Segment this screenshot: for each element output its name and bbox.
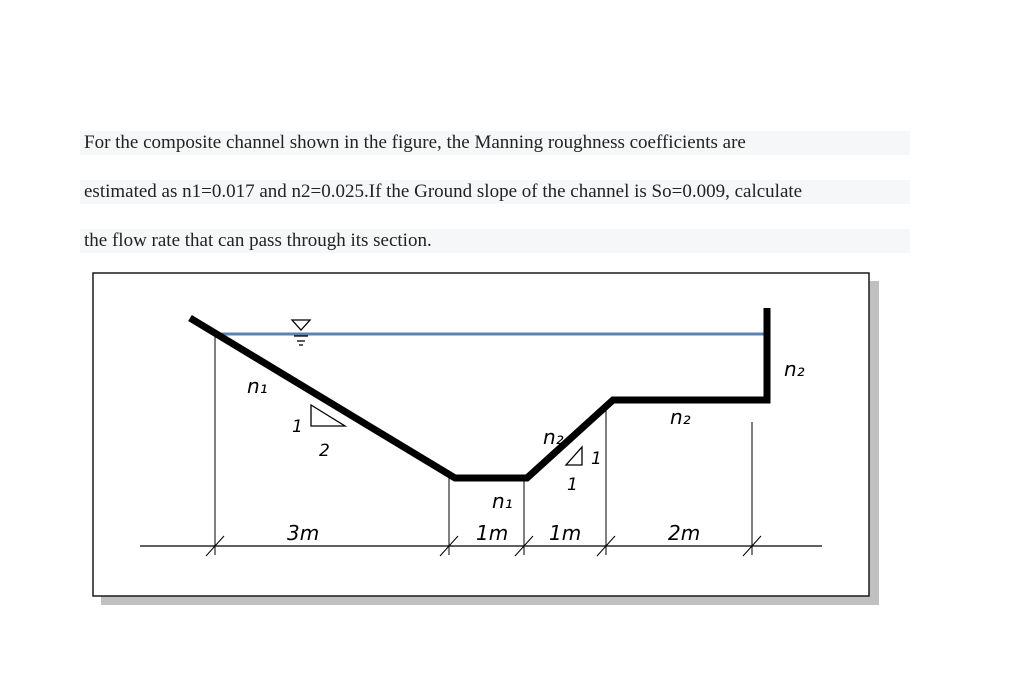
problem-text-line-2: estimated as n1=0.017 and n2=0.025.If the Ground slope of the channel is So=0.009, calculate <box>80 180 910 204</box>
problem-text-line-3: the flow rate that can pass through its section. <box>80 229 910 253</box>
label-n2-slope: n₂ <box>543 425 564 449</box>
label-slope-left-run: 2 <box>319 441 330 461</box>
dimension-label-1m-slope: 1m <box>549 521 582 545</box>
label-slope-right-run: 1 <box>567 475 578 495</box>
label-slope-right-rise: 1 <box>591 449 602 469</box>
label-n2-berm: n₂ <box>670 405 691 429</box>
figure-frame <box>93 273 869 596</box>
problem-text-line-1: For the composite channel shown in the figure, the Manning roughness coefficients are <box>80 131 910 155</box>
label-n1-bottom: n₁ <box>492 489 513 513</box>
dimension-label-3m: 3m <box>287 521 320 545</box>
dimension-label-1m-bottom: 1m <box>476 521 509 545</box>
label-n2-wall: n₂ <box>784 357 805 381</box>
label-slope-left-rise: 1 <box>292 417 303 437</box>
label-n1-left: n₁ <box>247 374 268 398</box>
dimension-label-2m: 2m <box>668 521 701 545</box>
